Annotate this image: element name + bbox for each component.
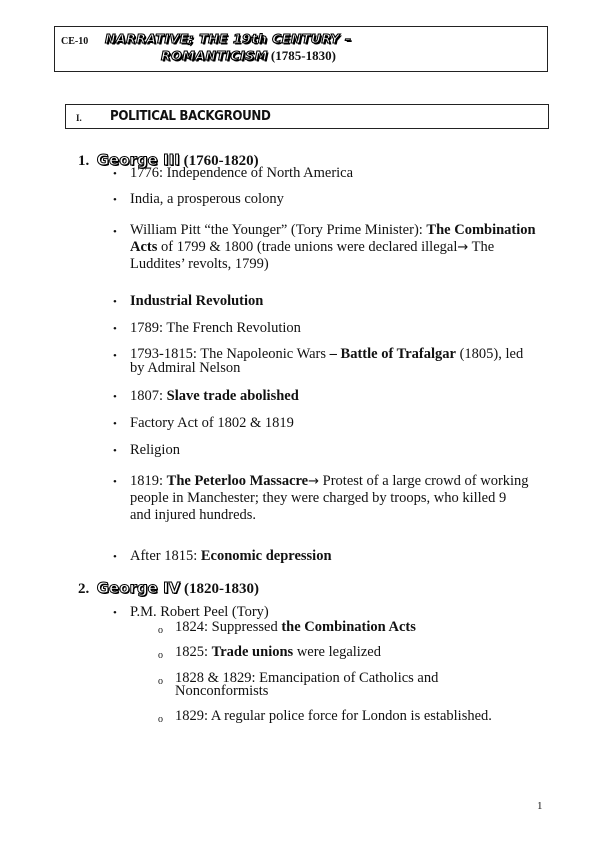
- bullet-icon: •: [113, 194, 117, 206]
- list-item: [130, 548, 540, 565]
- bullet-icon: •: [113, 551, 117, 563]
- item-bold: – Battle of Trafalgar: [329, 346, 456, 362]
- section-header: [65, 104, 549, 129]
- circle-bullet-icon: o: [158, 625, 163, 636]
- sub-list-item: [175, 621, 545, 634]
- item-text: After 1815:: [130, 548, 201, 564]
- arrow-right-icon: →: [457, 240, 469, 255]
- bullet-icon: •: [113, 226, 117, 238]
- item-bold: Industrial Revolution: [130, 293, 264, 309]
- bullet-icon: •: [113, 296, 117, 308]
- item-text: The Luddites’ revolts, 1799): [130, 239, 495, 272]
- circle-bullet-icon: o: [158, 650, 163, 661]
- heading-number: 1.: [78, 153, 90, 169]
- list-item: P.M. Robert Peel (Tory): [130, 604, 269, 620]
- item-bold: Trade unions: [211, 644, 294, 660]
- item-text: 1807:: [130, 388, 167, 404]
- item-bold: Economic depression: [200, 548, 332, 564]
- item-bold: The Combination Acts: [130, 222, 536, 255]
- item-bold: the Combination Acts: [281, 619, 416, 635]
- list-item: Factory Act of 1802 & 1819: [130, 415, 294, 431]
- list-item: Religion: [130, 442, 180, 458]
- king-name: George IV: [96, 579, 181, 597]
- section-number: I.: [76, 113, 82, 123]
- title-line-2: [161, 48, 336, 64]
- title-box: [54, 26, 548, 72]
- bullet-icon: •: [113, 391, 117, 403]
- item-text: (1805), led by Admiral Nelson: [130, 346, 524, 376]
- title-romanticism: ROMANTICISM: [161, 48, 268, 63]
- list-item: [130, 222, 540, 273]
- reign-dates: (1760-1820): [183, 153, 259, 169]
- list-item: India, a prosperous colony: [130, 191, 284, 207]
- sub-list-item: [175, 646, 545, 659]
- item-text: Protest of a large crowd of working people in Manchester; they were charged by troops, who killed 9 and injured hundreds.: [130, 473, 529, 523]
- item-text: 1793-1815: The Napoleonic Wars: [130, 346, 330, 362]
- bullet-icon: •: [113, 350, 117, 362]
- item-bold: Slave trade abolished: [166, 388, 299, 404]
- arrow-right-icon: →: [308, 474, 320, 489]
- bullet-icon: •: [113, 323, 117, 335]
- sub-list-item: 1829: A regular police force for London is established.: [175, 708, 492, 724]
- heading-number: 2.: [78, 581, 90, 597]
- item-text: 1819:: [130, 473, 167, 489]
- course-code: CE-10: [61, 36, 89, 47]
- item-text: 1824: Suppressed: [175, 619, 282, 635]
- list-item: 1776: Independence of North America: [130, 165, 354, 181]
- bullet-icon: •: [113, 418, 117, 430]
- bullet-icon: •: [113, 168, 117, 180]
- item-text: 1825:: [175, 644, 212, 660]
- item-text: William Pitt “the Younger” (Tory Prime Minister):: [130, 222, 427, 238]
- circle-bullet-icon: o: [158, 676, 163, 687]
- item-text: were legalized: [293, 644, 381, 660]
- reign-dates: (1820-1830): [184, 581, 260, 597]
- king-name: George III: [96, 151, 180, 169]
- list-item: 1789: The French Revolution: [130, 320, 301, 336]
- bullet-icon: •: [113, 476, 117, 488]
- title-dates: (1785-1830): [270, 48, 336, 63]
- heading-george-iv: [78, 579, 259, 598]
- page-number: 1: [537, 800, 543, 812]
- list-item: [130, 388, 540, 405]
- section-title: POLITICAL BACKGROUND: [110, 108, 271, 124]
- title-line-1: NARRATIVE; THE 19th CENTURY –: [105, 31, 352, 46]
- list-item: [130, 473, 530, 524]
- list-item: [130, 347, 540, 375]
- item-bold: The Peterloo Massacre: [166, 473, 309, 489]
- item-text: of 1799 & 1800 (trade unions were declared illegal: [157, 239, 458, 255]
- list-item: [130, 293, 540, 310]
- bullet-icon: •: [113, 445, 117, 457]
- bullet-icon: •: [113, 607, 117, 619]
- circle-bullet-icon: o: [158, 714, 163, 725]
- sub-list-item: 1828 & 1829: Emancipation of Catholics and Nonconformists: [175, 670, 439, 699]
